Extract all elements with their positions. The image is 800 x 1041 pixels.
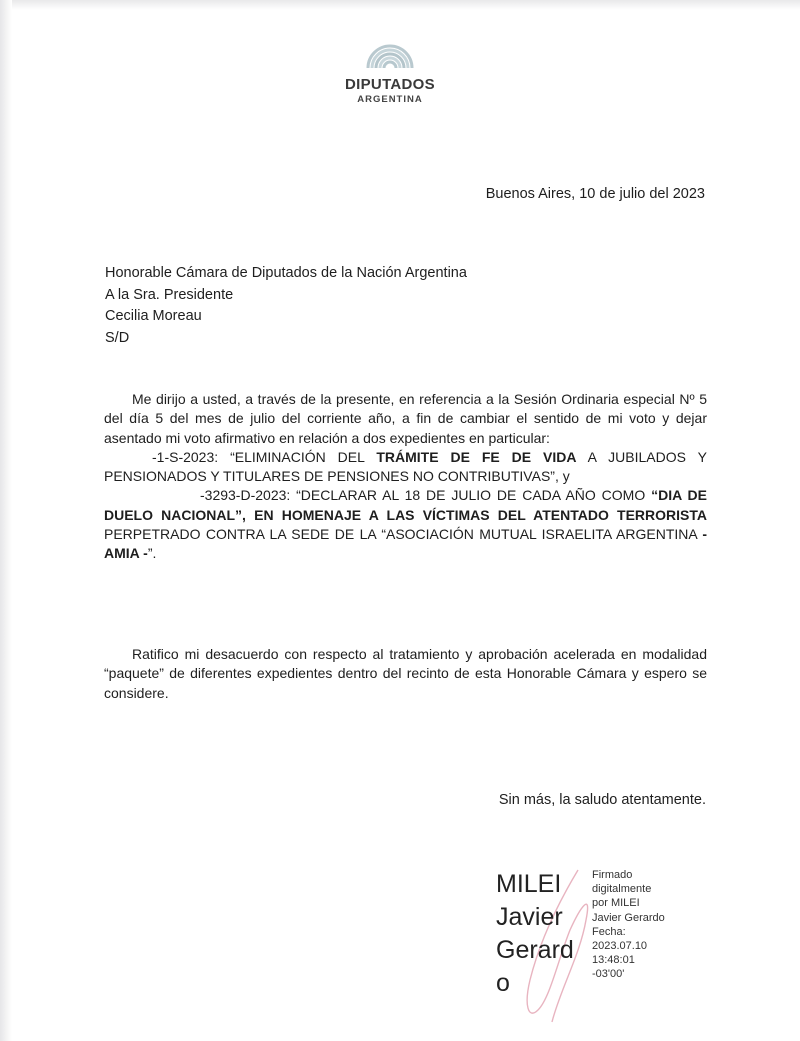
addressee-line: A la Sra. Presidente [105, 286, 234, 303]
signature-name [496, 868, 574, 1000]
item2-suffix: ”. [147, 545, 157, 562]
page-edge-left [0, 0, 12, 1041]
signature-info-line: 2023.07.10 [592, 940, 648, 953]
item1-prefix: -1-S-2023: “ELIMINACIÓN DEL [152, 448, 377, 465]
signature-info-line: Firmado [592, 869, 633, 881]
item1-suffix: A JUBILADOS Y PENSIONADOS Y TITULARES DE PENSIONES NO CONTRIBUTIVAS”, y [104, 448, 707, 485]
item2-bold-2: - AMIA - [104, 526, 707, 562]
signature-info-line: 13:48:01 [592, 954, 635, 967]
expediente-item-1 [56, 448, 707, 487]
letter-body [104, 390, 707, 564]
digital-signature-info [592, 868, 702, 982]
date-line: Buenos Aires, 10 de julio del 2023 [485, 186, 705, 202]
addressee-line: Cecilia Moreau [105, 308, 202, 324]
signature-info-line: -03'00' [592, 968, 625, 981]
congress-arc-icon [362, 34, 418, 74]
letterhead-subtitle: ARGENTINA [357, 94, 423, 105]
signature-info-line: Javier Gerardo [592, 911, 665, 924]
item2-middle: PERPETRADO CONTRA LA SEDE DE LA “ASOCIACIÓN MUTUAL ISRAELITA ARGENTINA [104, 526, 703, 543]
letterhead-logo [330, 34, 450, 120]
item1-bold: TRÁMITE DE FE DE VIDA [376, 448, 577, 465]
paragraph-intro: Me dirijo a usted, a través de la presente, en referencia a la Sesión Ordinaria especial Nº 5 del día 5 del mes de julio del corriente año, a fin de cambiar el sentido de mi voto y dejar asentado mi voto afirmativo en relación a dos expedientes en particular: [104, 391, 707, 446]
signature-info-line: Fecha: [592, 925, 626, 938]
item2-prefix: -3293-D-2023: “DECLARAR AL 18 DE JULIO DE CADA AÑO COMO [200, 487, 652, 504]
signature-name-line: o [496, 969, 510, 997]
page-edge-top [0, 0, 800, 10]
addressee-line: Honorable Cámara de Diputados de la Nación Argentina [105, 265, 467, 281]
signature-name-line: Gerard [496, 936, 574, 964]
closing-line: Sin más, la saludo atentamente. [498, 792, 706, 808]
expediente-item-2 [104, 486, 707, 563]
paragraph-ratification: Ratifico mi desacuerdo con respecto al tratamiento y aprobación acelerada en modalidad “paquete” de diferentes expedientes dentro del recinto de esta Honorable Cámara y espero se considere. [104, 646, 707, 701]
signature-info-line: digitalmente [592, 883, 652, 896]
signature-info-line: por MILEI [592, 897, 640, 910]
item2-bold-1: “DIA DE DUELO NACIONAL”, EN HOMENAJE A LAS VÍCTIMAS DEL ATENTADO TERRORISTA [104, 487, 708, 523]
letterhead-name: DIPUTADOS [345, 76, 435, 93]
addressee-line: S/D [105, 329, 130, 346]
signature-name-line: MILEI [496, 870, 562, 898]
addressee-block [105, 263, 467, 349]
signature-name-line: Javier [496, 903, 563, 931]
